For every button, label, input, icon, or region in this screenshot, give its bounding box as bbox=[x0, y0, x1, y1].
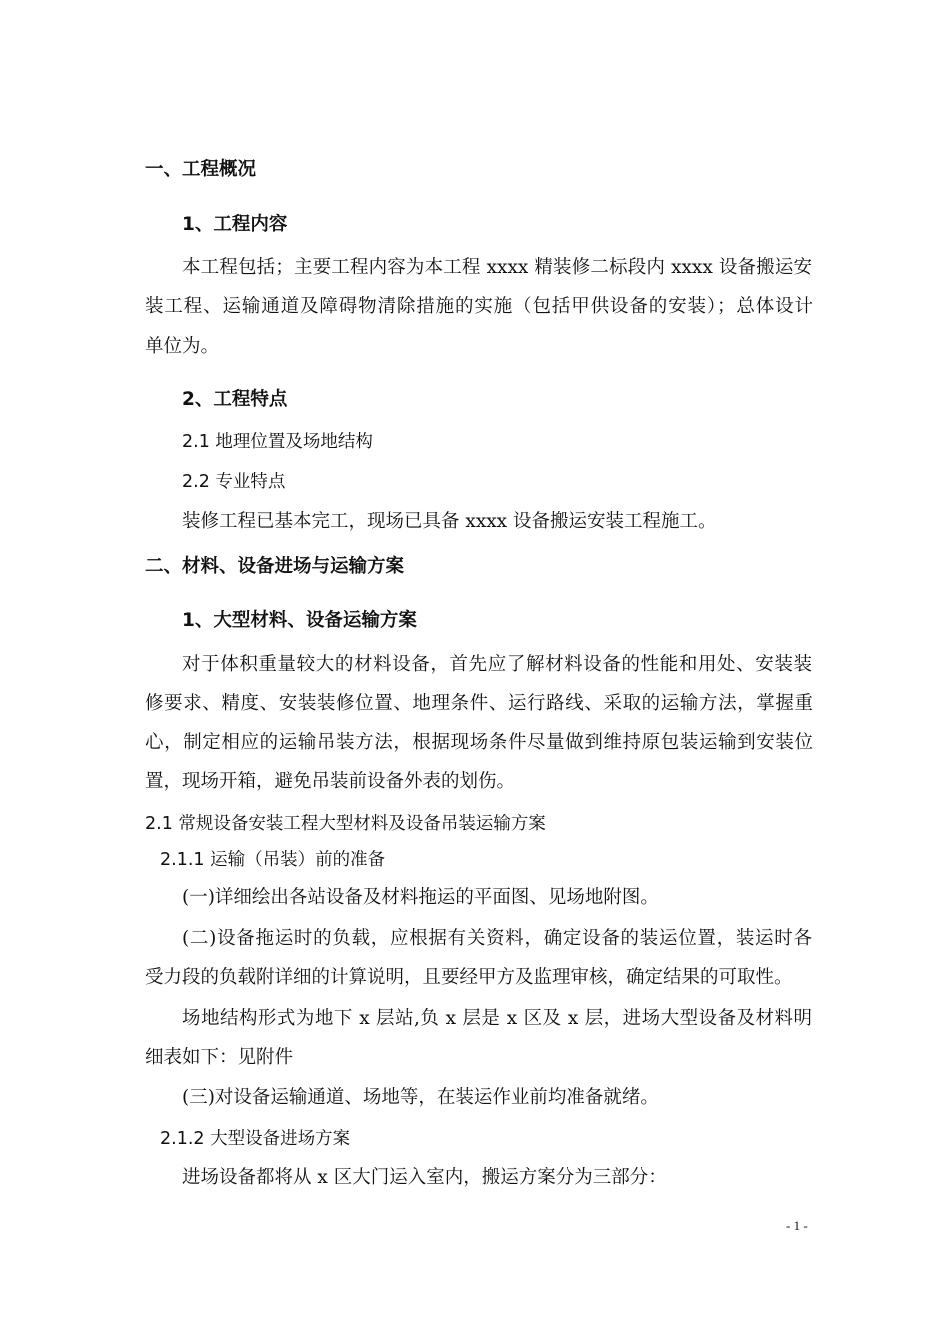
paragraph-line: 对于体积重量较大的材料设备，首先应了解材料设备的性能和用处、安装装 bbox=[182, 654, 812, 675]
paragraph-line: 装修工程已基本完工，现场已具备 xxxx 设备搬运安装工程施工。 bbox=[182, 511, 717, 532]
paragraph-line: 置，现场开箱，避免吊装前设备外表的划伤。 bbox=[145, 771, 516, 792]
subsection-1-1-heading: 1、工程内容 bbox=[182, 214, 288, 235]
paragraph-line: 装工程、运输通道及障碍物清除措施的实施（包括甲供设备的安装）；总体设计 bbox=[145, 296, 813, 317]
paragraph-line: 进场设备都将从 x 区大门运入室内，搬运方案分为三部分： bbox=[182, 1167, 667, 1188]
subsection-1-2-heading: 2、工程特点 bbox=[182, 389, 288, 410]
paragraph-line: 细表如下：见附件 bbox=[145, 1047, 294, 1068]
paragraph-line: (一)详细绘出各站设备及材料拖运的平面图、见场地附图。 bbox=[182, 887, 659, 908]
paragraph-line: 本工程包括；主要工程内容为本工程 xxxx 精装修二标段内 xxxx 设备搬运安 bbox=[182, 257, 812, 278]
subsection-2-1-2-heading: 2.1.2 大型设备进场方案 bbox=[160, 1129, 351, 1149]
page-number: - 1 - bbox=[786, 1218, 808, 1233]
paragraph-line: 心，制定相应的运输吊装方法，根据现场条件尽量做到维持原包装运输到安装位 bbox=[145, 732, 813, 753]
subsection-2-1-heading: 1、大型材料、设备运输方案 bbox=[182, 610, 417, 631]
paragraph-line: 场地结构形式为地下 x 层站,负 x 层是 x 区及 x 层，进场大型设备及材料明 bbox=[182, 1008, 812, 1029]
paragraph-line: (三)对设备运输通道、场地等，在装运作业前均准备就绪。 bbox=[182, 1087, 659, 1108]
subsection-2-1-1-heading: 2.1.1 运输（吊装）前的准备 bbox=[160, 850, 386, 870]
paragraph-line: 单位为。 bbox=[145, 336, 220, 357]
paragraph-line: 修要求、精度、安装装修位置、地理条件、运行路线、采取的运输方法，掌握重 bbox=[145, 693, 813, 714]
item-2-2: 2.2 专业特点 bbox=[182, 472, 286, 492]
paragraph-line: (二)设备拖运时的负载，应根据有关资料，确定设备的装运位置，装运时各 bbox=[182, 928, 812, 949]
subsection-2-1-plan-heading: 2.1 常规设备安装工程大型材料及设备吊装运输方案 bbox=[145, 814, 546, 834]
section-1-heading: 一、工程概况 bbox=[145, 159, 257, 180]
section-2-heading: 二、材料、设备进场与运输方案 bbox=[145, 556, 405, 577]
paragraph-line: 受力段的负载附详细的计算说明，且要经甲方及监理审核，确定结果的可取性。 bbox=[145, 967, 793, 988]
item-2-1: 2.1 地理位置及场地结构 bbox=[182, 432, 373, 452]
